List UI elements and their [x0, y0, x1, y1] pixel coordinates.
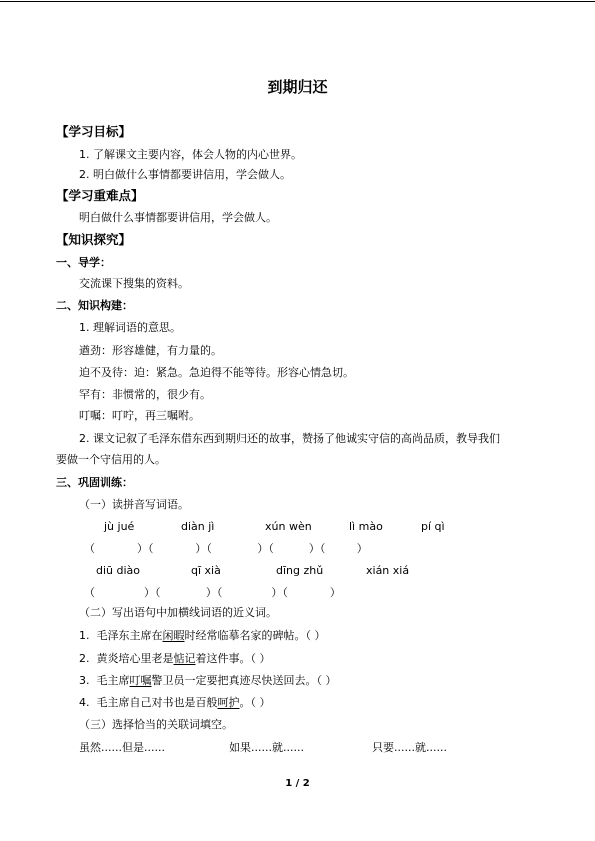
goals-heading: 【学习目标】 — [56, 124, 132, 139]
explore-heading: 【知识探究】 — [56, 232, 132, 247]
goal-item-1: 1. 了解课文主要内容，体会人物的内心世界。 — [79, 148, 302, 161]
answer-blank[interactable]: （ ） — [305, 629, 326, 642]
definition-3: 罕有：非惯常的，很少有。 — [79, 388, 211, 401]
goal-item-2: 2. 明白做什么事情都要讲信用，学会做人。 — [79, 168, 291, 181]
definition-1: 遒劲：形容雄健，有力量的。 — [79, 344, 222, 357]
sentence-4 — [79, 696, 271, 710]
sentence-number: 3. — [79, 674, 90, 687]
point2-line2: 要做一个守信用的人。 — [56, 453, 166, 466]
keypoints-text: 明白做什么事情都要讲信用，学会做人。 — [79, 211, 277, 224]
part1-heading: （一）读拼音写词语。 — [79, 498, 189, 511]
conjunction-1: 虽然......但是...... — [79, 741, 165, 754]
definition-2: 迫不及待：迫：紧急。急迫得不能等待。形容心情急切。 — [79, 366, 354, 379]
pinyin-8: dīng zhǔ — [276, 564, 324, 577]
pinyin-6: diū diào — [96, 564, 141, 577]
sentence-text: 着这件事。 — [195, 652, 251, 665]
underlined-word: 惦记 — [173, 652, 196, 665]
conjunction-3: 只要......就...... — [372, 741, 447, 754]
underlined-word: 叮嘱 — [129, 674, 152, 687]
pinyin-2: diàn jì — [181, 520, 215, 533]
sentence-text: 警卫员一定要把真迹尽快送回去。 — [151, 674, 317, 687]
answer-blank[interactable]: （ ） — [316, 674, 337, 687]
pinyin-5: pí qì — [421, 520, 445, 533]
conjunction-2: 如果......就...... — [229, 741, 304, 754]
part2-heading: （二）写出语句中加横线词语的近义词。 — [79, 606, 277, 619]
page-title: 到期归还 — [267, 78, 328, 96]
sentence-text: 毛主席 — [96, 674, 130, 687]
pinyin-7: qī xià — [191, 564, 221, 577]
underlined-word: 闲暇 — [162, 629, 185, 642]
underlined-word: 呵护 — [217, 696, 240, 709]
sentence-number: 4. — [79, 696, 90, 709]
pinyin-1: jù jué — [104, 520, 135, 533]
page-number: 1 / 2 — [285, 778, 310, 789]
build-heading: 二、知识构建： — [56, 299, 133, 312]
sentence-2 — [79, 652, 271, 666]
answer-box-row1[interactable]: （ ）（ ）（ ）（ ）（ ） — [84, 542, 368, 555]
guide-heading: 一、导学： — [56, 256, 111, 269]
part3-heading: （三）选择恰当的关联词填空。 — [79, 718, 233, 731]
answer-blank[interactable]: （ ） — [250, 652, 271, 665]
sentence-number: 1. — [79, 629, 90, 642]
pinyin-9: xián xiá — [366, 564, 410, 577]
sentence-text: 毛主席自己对书也是百般 — [96, 696, 218, 709]
keypoints-heading: 【学习重难点】 — [56, 188, 144, 203]
sentence-text: 毛泽东主席在 — [96, 629, 163, 642]
answer-blank[interactable]: （ ） — [250, 696, 271, 709]
sentence-number: 2. — [79, 652, 90, 665]
point2-line1: 2. 课文记叙了毛泽东借东西到期归还的故事，赞扬了他诚实守信的高尚品质，教导我们 — [79, 432, 500, 445]
sentence-text: 。 — [239, 696, 251, 709]
practice-heading: 三、巩固训练： — [56, 476, 133, 489]
pinyin-4: lì mào — [349, 520, 383, 533]
guide-text: 交流课下搜集的资料。 — [79, 277, 189, 290]
sentence-text: 黄炎培心里老是 — [96, 652, 174, 665]
build-intro: 1. 理解词语的意思。 — [79, 321, 181, 334]
sentence-3 — [79, 674, 337, 688]
sentence-1 — [79, 629, 326, 643]
pinyin-3: xún wèn — [265, 520, 312, 533]
sentence-text: 时经常临摹名家的碑帖。 — [184, 629, 306, 642]
definition-4: 叮嘱：叮咛，再三嘱咐。 — [79, 409, 200, 422]
header-rule — [0, 1, 595, 2]
answer-box-row2[interactable]: （ ）（ ）（ ）（ ） — [84, 586, 341, 599]
